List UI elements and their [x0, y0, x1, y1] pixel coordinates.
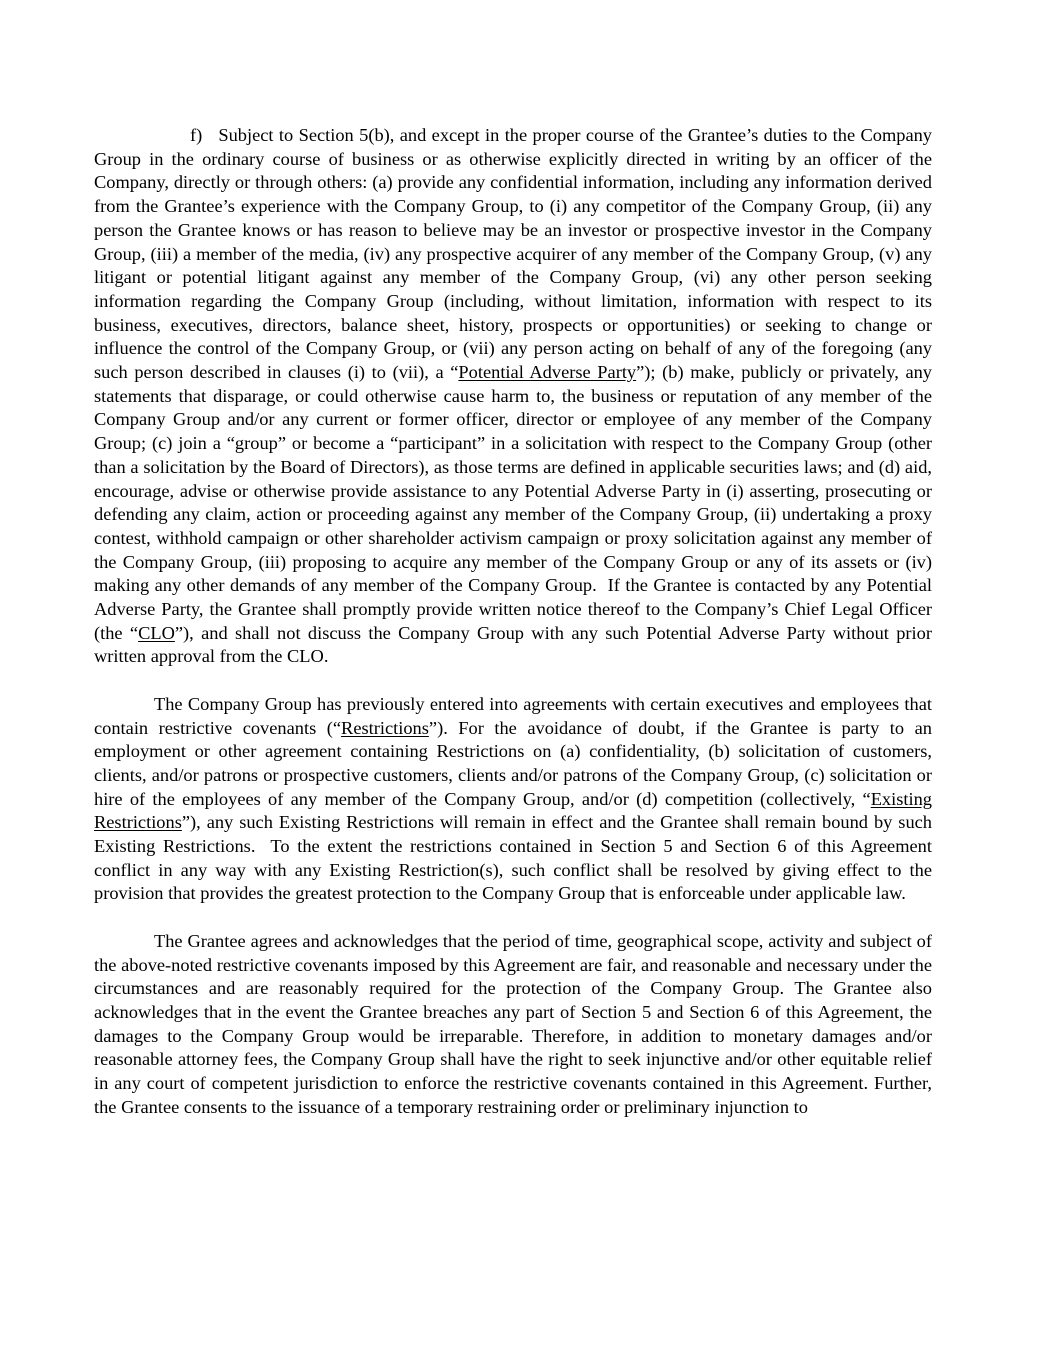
paragraph-restrictions: [94, 693, 932, 906]
defined-term-existing-restrictions: Existing Restrictions: [94, 788, 932, 833]
paragraph-acknowledgement-text: The Grantee agrees and acknowledges that the period of time, geographical scope, activity and subject of the above-noted restrictive covenants imposed by this Agreement are fair, and reasonable and necessary under the circumstances and are reasonably required for the protection of the Company Group. The Grantee also acknowledges that in the event the Grantee breaches any part of Section 5 and Section 6 of this Agreement, the damages to the Company Group would be irreparable. Therefore, in addition to monetary damages and/or reasonable attorney fees, the Company Group shall have the right to seek injunctive and/or other equitable relief in any court of competent jurisdiction to enforce the restrictive covenants contained in this Agreement. Further, the Grantee consents to the issuance of a temporary restraining order or preliminary injunction to: [94, 930, 932, 1117]
paragraph-acknowledgement: [94, 930, 932, 1120]
defined-term-potential-adverse-party: Potential Adverse Party: [458, 362, 637, 383]
paragraph-restrictions-lead: The Company Group has previously entered into agreements with certain executives and employees that contain restrictive covenants (“: [94, 693, 932, 738]
paragraph-f-mid: ”); (b) make, publicly or privately, any statements that disparage, or could otherwise cause harm to, the business or reputation of any member of the Company Group and/or any current or former officer, director or employee of any member of the Company Group; (c) join a “group” or become a “participant” in a solicitation with respect to the Company Group (other than a solicitation by the Board of Directors), as those terms are defined in applicable securities laws; and (d) aid, encourage, advise or otherwise provide assistance to any Potential Adverse Party in (i) asserting, prosecuting or defending any claim, action or proceeding against any member of the Company Group, (ii) undertaking a proxy contest, withhold campaign or other shareholder activism campaign or proxy solicitation against any member of the Company Group, (iii) proposing to acquire any member of the Company Group or any of its assets or (iv) making any other demands of any member of the Company Group. If the Grantee is contacted by any Potential Adverse Party, the Grantee shall promptly provide written notice thereof to the Company’s Chief Legal Officer (the “: [94, 362, 932, 643]
paragraph-f-lead: f) Subject to Section 5(b), and except in the proper course of the Grantee’s duties to the Company Group in the ordinary course of business or as otherwise explicitly directed in writing by an officer of the Company, directly or through others: (a) provide any confidential information, including any information derived from the Grantee’s experience with the Company Group, to (i) any competitor of the Company Group, (ii) any person the Grantee knows or has reason to believe may be an investor or prospective investor in the Company Group, (iii) a member of the media, (iv) any prospective acquirer of any member of the Company Group, (v) any litigant or potential litigant against any member of the Company Group, (vi) any other person seeking information regarding the Company Group (including, without limitation, information with respect to its business, executives, directors, balance sheet, history, prospects or opportunities) or seeking to change or influence the control of the Company Group, or (vii) any person acting on behalf of any of the foregoing (any such person described in clauses (i) to (vii), a “: [94, 125, 932, 383]
document-page: [94, 124, 932, 1120]
paragraph-f: [94, 124, 932, 669]
paragraph-restrictions-mid: ”). For the avoidance of doubt, if the Grantee is party to an employment or other agreement containing Restrictions on (a) confidentiality, (b) solicitation of customers, clients, and/or patrons or prospective customers, clients and/or patrons of the Company Group, (c) solicitation or hire of the employees of any member of the Company Group, and/or (d) competition (collectively, “: [94, 717, 932, 809]
defined-term-restrictions: Restrictions: [341, 717, 429, 738]
defined-term-clo: CLO: [138, 622, 175, 643]
paragraph-f-tail: ”), and shall not discuss the Company Group with any such Potential Adverse Party without prior written approval from the CLO.: [94, 622, 932, 667]
paragraph-restrictions-tail: ”), any such Existing Restrictions will remain in effect and the Grantee shall remain bound by such Existing Restrictions. To the extent the restrictions contained in Section 5 and Section 6 of this Agreement conflict in any way with any Existing Restriction(s), such conflict shall be resolved by giving effect to the provision that provides the greatest protection to the Company Group that is enforceable under applicable law.: [94, 812, 932, 904]
